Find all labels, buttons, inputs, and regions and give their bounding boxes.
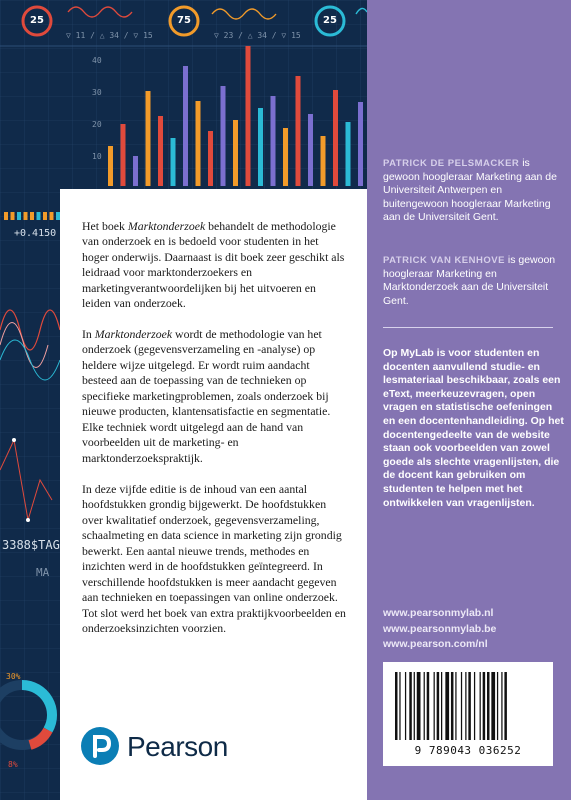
background-mini-bar xyxy=(43,212,47,220)
background-mini-bar xyxy=(24,212,28,220)
background-mini-bar xyxy=(30,212,34,220)
book-title-emphasis: Marktonderzoek xyxy=(94,327,173,341)
barcode-bar xyxy=(427,672,430,740)
barcode-bar xyxy=(441,672,442,740)
author-1-name: PATRICK DE PELSMACKER xyxy=(383,158,520,169)
barcode xyxy=(383,662,553,766)
background-mini-bar xyxy=(11,212,15,220)
scatter-dot xyxy=(26,518,30,522)
background-bar xyxy=(183,66,188,186)
background-bar xyxy=(171,138,176,186)
axis-label: 40 xyxy=(92,56,102,65)
pearson-logo-icon xyxy=(81,727,119,765)
gauge-value-3: 25 xyxy=(323,15,337,26)
background-bar xyxy=(121,124,126,186)
edition-paragraph: In deze vijfde editie is de inhoud van een aantal hoofdstukken grondig bijgewerkt. De hoofdstukken over kwalitatief onderzoek, gegevensverzameling, schaalmeting en data science in marketing zijn grondig bewerkt. Een aantal nieuwe trends, methodes en inzichten werd in de hoofdstukken geïntegreerd. In verschillende hoofdstukken is meer aandacht gegeven aan technieken en toepassingen van online onderzoek. Tot slot werd het boek van extra praktijkvoorbeelden en onderzoeksinzichten voorzien. xyxy=(82,482,346,636)
background-bar xyxy=(158,116,163,186)
background-bar xyxy=(208,131,213,186)
background-bar xyxy=(321,136,326,186)
methodology-paragraph: In Marktonderzoek wordt de methodologie van het onderzoek (gegevensverzameling en -analyse) op heldere wijze uitgelegd. Er wordt ruim aandacht besteed aan de toepassing van de technieken op specifieke marketingproblemen, zoals onderzoek bij nieuwe producten, klantensatisfactie en segmentatie. Elke techniek wordt uitgelegd aan de hand van voorbeelden uit de marketing- en marktonderzoekspraktijk. xyxy=(82,327,331,465)
background-mini-bar xyxy=(50,212,54,220)
barcode-bar xyxy=(501,672,502,740)
background-bar xyxy=(246,46,251,186)
background-bar xyxy=(258,108,263,186)
barcode-bar xyxy=(434,672,435,740)
background-bar xyxy=(333,90,338,186)
author-2-name: PATRICK VAN KENHOVE xyxy=(383,255,505,266)
barcode-bar xyxy=(405,672,406,740)
barcode-bar xyxy=(461,672,462,740)
url-link-mylab-be[interactable]: www.pearsonmylab.be xyxy=(383,622,497,635)
barcode-bar xyxy=(445,672,449,740)
axis-label: 20 xyxy=(92,120,102,129)
background-mini-bar xyxy=(4,212,8,220)
barcode-bar xyxy=(497,672,498,740)
partial-word: MA xyxy=(36,566,50,579)
url-link-mylab-nl[interactable]: www.pearsonmylab.nl xyxy=(383,607,494,619)
barcode-lines xyxy=(395,672,541,742)
author-2-bio xyxy=(383,254,563,308)
gauge-value-1: 25 xyxy=(30,15,44,26)
small-bar-row xyxy=(4,212,60,220)
background-bar xyxy=(308,114,313,186)
mylab-description: Op MyLab is voor studenten en docenten aanvullend studie- en lesmateriaal beschikbaar, zoals een eText, meerkeuzevragen, open vragen en statistische oefeningen en een docentenhandleiding. Op het docentengedeelte van de website staan ook voorbeelden van zowel goede als slechte vragenlijsten, die de docent kan gebruiken om studenten te helpen met het ontwikkelen van vragenlijsten. xyxy=(383,347,564,509)
background-bar xyxy=(221,86,226,186)
barcode-bar xyxy=(414,672,415,740)
barcode-bar xyxy=(424,672,425,740)
background-bar xyxy=(133,156,138,186)
description-panel xyxy=(60,189,367,800)
background-bar xyxy=(296,76,301,186)
readout-left: +0.4150 xyxy=(14,228,57,239)
book-title-emphasis: Marktonderzoek xyxy=(127,219,206,233)
barcode-bar xyxy=(504,672,507,740)
author-sidebar xyxy=(367,0,571,800)
axis-label: 10 xyxy=(92,152,102,161)
background-bar xyxy=(108,146,113,186)
intro-paragraph: Het boek Marktonderzoek behandelt de methodologie van onderzoek en is bedoeld voor studenten in het hoger onderwijs. Daarnaast is dit boek zeer geschikt als leidraad voor marktonderzoekers en marketingverantwoordelijken bij het uitvoeren en leiden van onderzoek. xyxy=(82,219,345,311)
barcode-bar xyxy=(465,672,466,740)
percent-bottom: 8% xyxy=(8,760,18,769)
background-bar xyxy=(271,96,276,186)
background-bar xyxy=(358,102,363,186)
gauge-ticks-1: ▽ 11 / △ 34 / ▽ 15 xyxy=(66,31,153,40)
sidebar-divider xyxy=(383,327,553,328)
barcode-bar xyxy=(487,672,490,740)
barcode-bar xyxy=(395,672,398,740)
background-bar xyxy=(146,91,151,186)
background-bar xyxy=(233,120,238,186)
background-bar xyxy=(283,128,288,186)
percent-top: 30% xyxy=(6,672,21,681)
barcode-bar xyxy=(409,672,412,740)
barcode-bar xyxy=(455,672,456,740)
author-1-description: is gewoon hoogleraar Marketing aan de Universiteit Antwerpen en buitengewoon hoogleraar Marketing aan de Universiteit Gent. xyxy=(383,157,557,224)
barcode-bar xyxy=(417,672,421,740)
barcode-bar xyxy=(491,672,495,740)
background-mini-bar xyxy=(17,212,21,220)
barcode-bar xyxy=(437,672,440,740)
barcode-bar xyxy=(483,672,486,740)
background-bar xyxy=(346,122,351,186)
axis-label: 30 xyxy=(92,88,102,97)
ticker-text: 3388$TAG xyxy=(2,538,60,552)
gauge-value-2: 75 xyxy=(177,15,191,26)
barcode-bar xyxy=(474,672,475,740)
background-bar xyxy=(196,101,201,186)
scatter-dot xyxy=(12,438,16,442)
author-2-description: is gewoon hoogleraar Marketing en Marktonderzoek aan de Universiteit Gent. xyxy=(383,254,556,307)
publisher-logo-text: Pearson xyxy=(127,731,228,762)
background-mini-bar xyxy=(37,212,41,220)
barcode-bar xyxy=(480,672,481,740)
url-list xyxy=(383,606,496,653)
isbn-number: 9 789043 036252 xyxy=(414,744,522,757)
author-1-bio xyxy=(383,157,563,225)
barcode-bar xyxy=(468,672,471,740)
barcode-bar xyxy=(451,672,454,740)
gauge-ticks-2: ▽ 23 / △ 34 / ▽ 15 xyxy=(214,31,301,40)
barcode-bar xyxy=(399,672,400,740)
url-link-pearson-nl[interactable]: www.pearson.com/nl xyxy=(383,638,488,650)
